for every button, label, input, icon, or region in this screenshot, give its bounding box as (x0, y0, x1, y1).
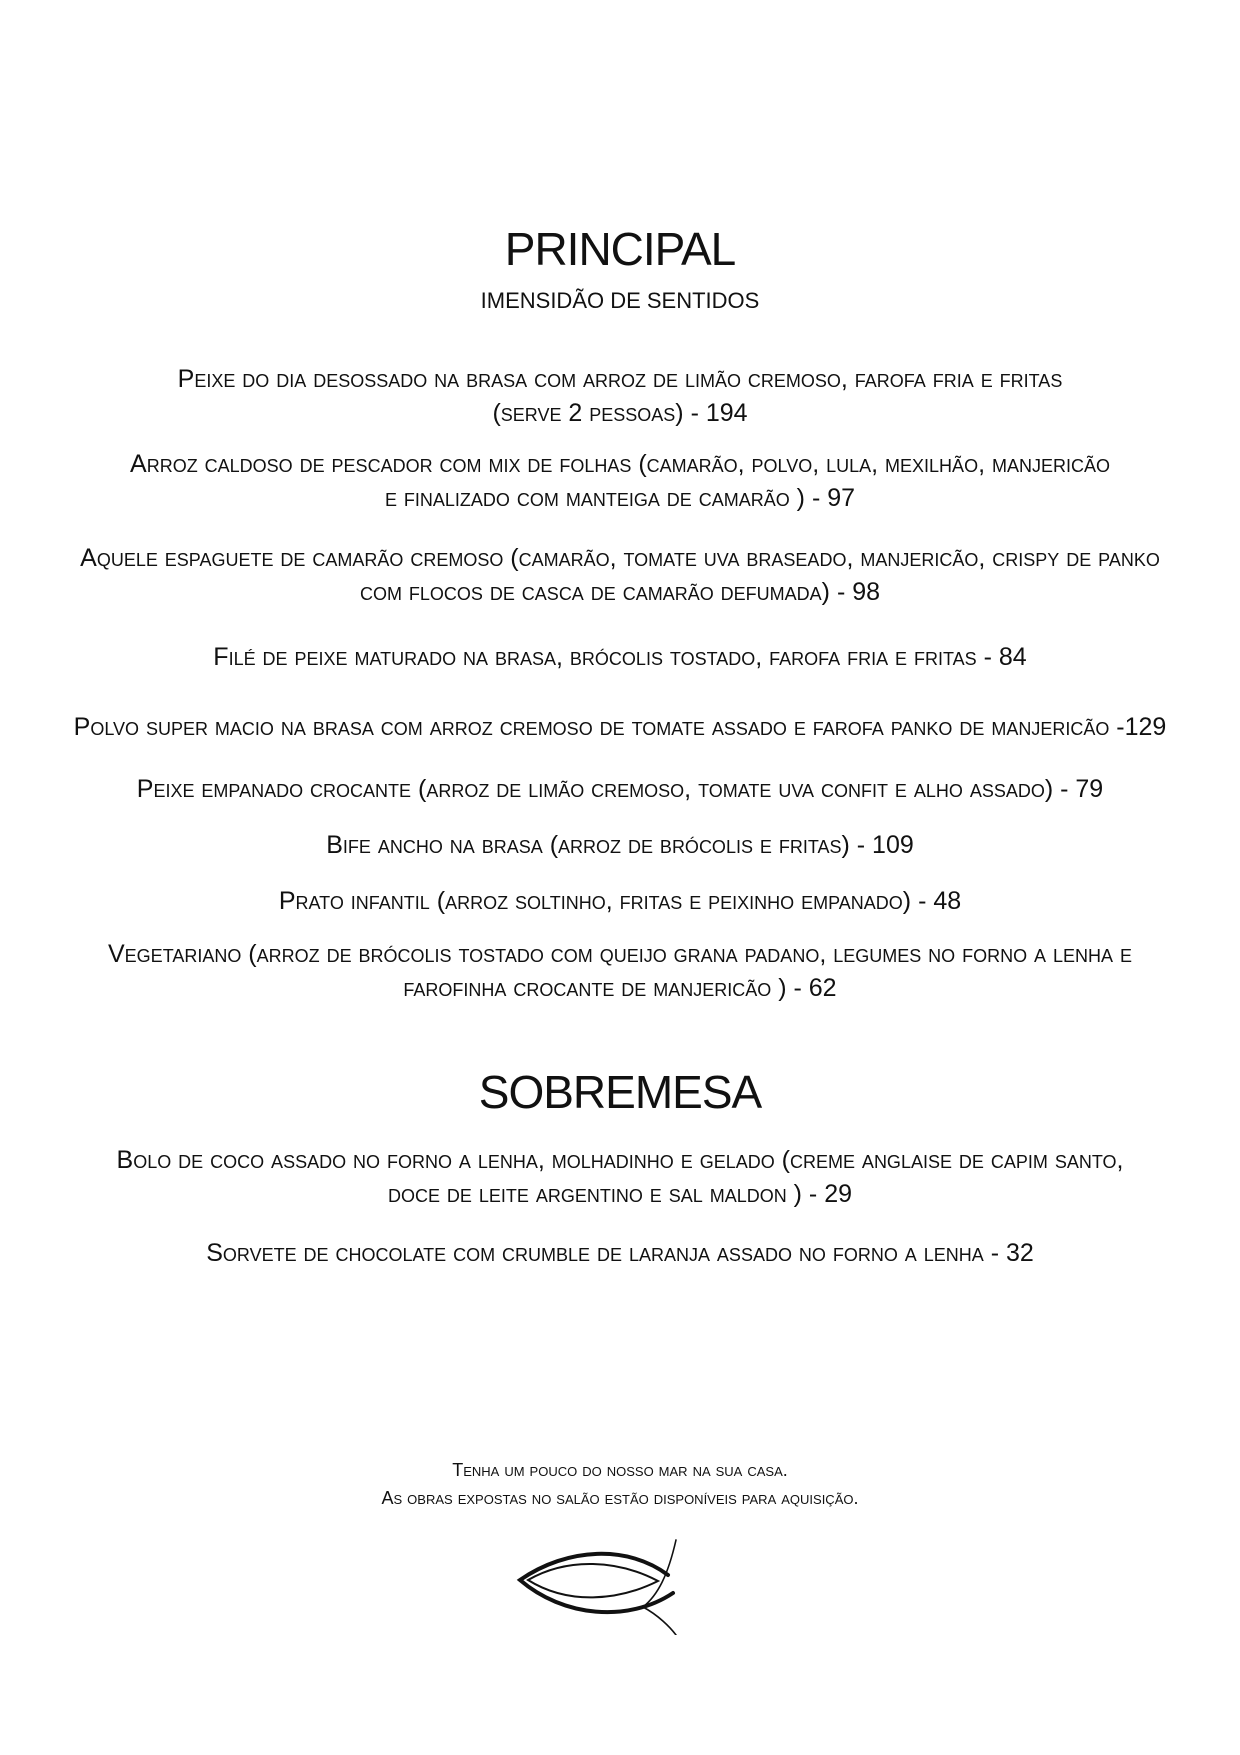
menu-item (40, 937, 1200, 1005)
menu-item-line: Filé de peixe maturado na brasa, brócolis tostado, farofa fria e fritas - 84 (213, 643, 1027, 671)
menu-item-line: Arroz caldoso de pescador com mix de folhas (camarão, polvo, lula, mexilhão, manjericão (130, 450, 1110, 478)
menu-item-line: Aquele espaguete de camarão cremoso (camarão, tomate uva braseado, manjericão, crispy de panko (80, 544, 1160, 572)
footer-line: Tenha um pouco do nosso mar na sua casa. (452, 1460, 788, 1480)
sobremesa-title: SOBREMESA (478, 1066, 762, 1118)
menu-item-line: Peixe empanado crocante (arroz de limão cremoso, tomate uva confit e alho assado) - 79 (136, 775, 1104, 803)
principal-subtitle: IMENSIDÃO DE SENTIDOS (480, 288, 760, 313)
menu-item (40, 447, 1200, 515)
menu-item-line: Bife ancho na brasa (arroz de brócolis e fritas) - 109 (326, 831, 914, 859)
menu-item (40, 541, 1200, 609)
menu-item-line: Vegetariano (arroz de brócolis tostado com queijo grana padano, legumes no forno a lenha e (108, 940, 1132, 968)
menu-item-line: Bolo de coco assado no forno a lenha, molhadinho e gelado (creme anglaise de capim santo, (116, 1146, 1124, 1174)
principal-title: PRINCIPAL (504, 223, 736, 275)
footer-line: As obras expostas no salão estão disponíveis para aquisição. (381, 1488, 859, 1508)
menu-item-line: Prato infantil (arroz soltinho, fritas e peixinho empanado) - 48 (278, 887, 962, 915)
fish-icon (508, 1535, 688, 1635)
menu-item-line: (serve 2 pessoas) - 194 (492, 399, 748, 427)
menu-item-line: doce de leite argentino e sal maldon ) - 29 (387, 1180, 853, 1208)
menu-item (40, 1236, 1200, 1270)
menu-item-line: Sorvete de chocolate com crumble de laranja assado no forno a lenha - 32 (206, 1239, 1034, 1267)
menu-item (40, 884, 1200, 918)
menu-item (40, 640, 1200, 674)
menu-item (40, 772, 1200, 806)
fish-body-stroke (520, 1554, 673, 1612)
menu-item (40, 362, 1200, 430)
menu-item-line: farofinha crocante de manjericão ) - 62 (403, 974, 837, 1002)
menu-item-line: com flocos de casca de camarão defumada) - 98 (359, 578, 881, 606)
menu-item-line: e finalizado com manteiga de camarão ) - 97 (384, 484, 856, 512)
menu-item (40, 710, 1200, 744)
menu-item (40, 1143, 1200, 1211)
fish-tail-stroke (643, 1540, 676, 1635)
footer-note (0, 1456, 1240, 1512)
menu-item (40, 828, 1200, 862)
menu-item-line: Peixe do dia desossado na brasa com arroz de limão cremoso, farofa fria e fritas (177, 365, 1063, 393)
menu-item-line: Polvo super macio na brasa com arroz cremoso de tomate assado e farofa panko de manjericão -129 (73, 713, 1167, 741)
fish-inner-stroke (528, 1564, 658, 1597)
